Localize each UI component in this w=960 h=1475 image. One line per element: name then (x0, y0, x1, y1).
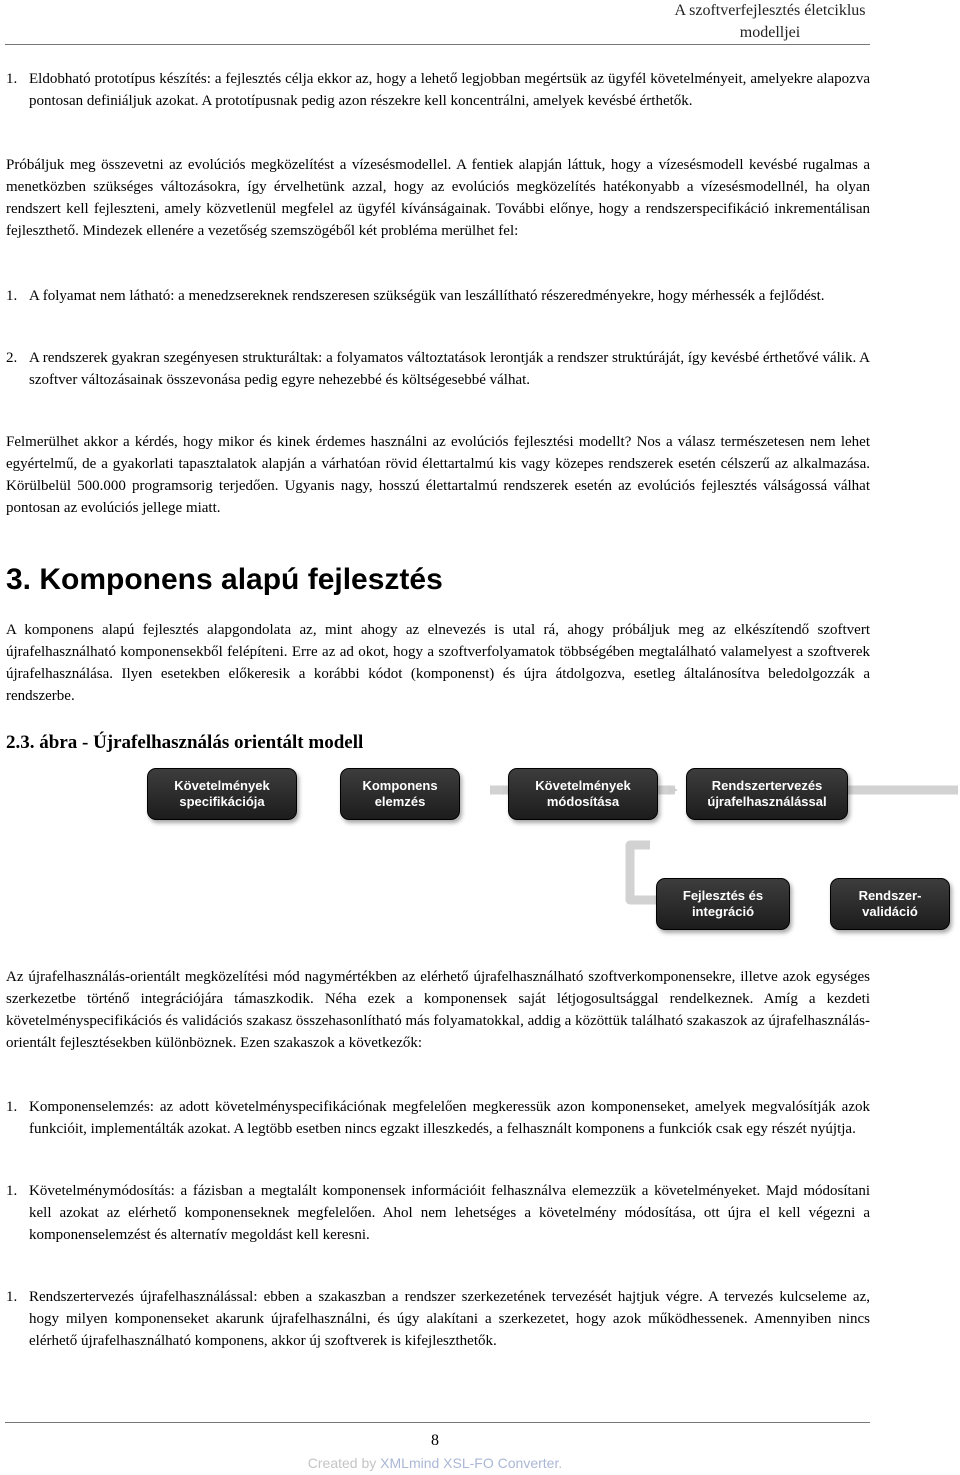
credit-prefix: Created by (307, 1455, 381, 1471)
problem-list-item (6, 285, 870, 307)
stage-box-line: Fejlesztés és (682, 888, 764, 903)
stage-box-line: validáció (862, 904, 918, 919)
component-intro-paragraph: A komponens alapú fejlesztés alapgondolata az, mint ahogy az elnevezés is utal rá, ahogy próbáljuk meg az elkészítendő szoftvert újrafelhasználható komponensekből felépíteni. Erre az ad okot, hogy a szoftverfolyamatok többségében megtalálható valamelyest a szoftverek újrafelhasználása. Ilyen esetekben előkeresik a korábbi kódot (komponenst) és újra átdolgozva, esetleg általánosítva beledolgozzák a rendszerbe. (6, 622, 870, 704)
stage-box-line: integráció (691, 904, 755, 919)
list-item-text: Komponenselemzés: az adott követelményspecifikációnak megfelelően megkeressük azon komponenseket, amelyek megvalósítják azok funkcióit, implementálták azokat. A legtöbb esetben nincs egzakt illeszkedés, a felhasznált komponens a funkciók csak egy részét nyújtja. (29, 1099, 870, 1137)
stage-box-line: Komponens (362, 778, 438, 793)
list-item-text: A rendszerek gyakran szegényesen strukturáltak: a folyamatos változtatások lerontják a rendszer struktúráját, így kevésbé érthetővé válik. A szoftver változásainak összevonása pedig egyre nehezebbé és költségesebbé válhat. (29, 350, 870, 388)
problem-list-item (6, 347, 870, 391)
stage-box-line: Követelmények (174, 778, 270, 793)
credit-brand-link[interactable]: XMLmind XSL-FO Converter (380, 1455, 559, 1471)
list-number: 1. (6, 1099, 18, 1115)
running-header (580, 0, 960, 44)
stage-list-item (6, 1180, 870, 1246)
stage-box-requirements-modification (508, 768, 658, 820)
list-number: 1. (6, 71, 18, 87)
stage-box-line: módosítása (546, 794, 620, 809)
converter-credit (0, 1455, 870, 1471)
stage-box-line: Rendszer- (858, 888, 922, 903)
reuse-approach-paragraph: Az újrafelhasználás-orientált megközelítési mód nagymértékben az elérhető újrafelhasználható szoftverkomponensekre, illetve azok egységes szerkezetbe történő integrációjára támaszkodik. Néha ezek a komponensek saját létjogosultsággal rendelkeznek. Amíg a kezdeti követelményspecifikációs és validációs szakasz összehasonlítható más folyamatokkal, addig a közöttük található szakaszok az újrafelhasználás-orientált fejlesztésekben különböznek. Ezen szakaszok a következők: (6, 969, 870, 1051)
header-title-line2: modelljei (739, 24, 801, 41)
list-item-text: Követelménymódosítás: a fázisban a megtalált komponensek információit felhasználva elemezzük a követelményeket. Majd módosítani kell azokat az elérhető komponenseknek megfelelően. Ahol nem lehetséges a követelmény módosítása, ott újra el kell végezni a komponenselemzést és alternatív megoldást kell keresni. (29, 1183, 870, 1243)
list-number: 2. (6, 350, 18, 366)
prototype-list-item (6, 68, 870, 112)
stage-box-development-integration (656, 878, 790, 930)
figure-title: 2.3. ábra - Újrafelhasználás orientált modell (6, 732, 364, 753)
comparison-paragraph: Próbáljuk meg összevetni az evolúciós megközelítést a vízesésmodellel. A fentiek alapján láttuk, hogy a vízesésmodell kevésbé rugalmas a menetközben szükséges változásokra, így érvelhetünk azzal, hogy az evolúciós megközelítés hatékonyabb a vízesésmodellnél, ha olyan rendszert kell fejleszteni, amely közvetlenül megfelel az ügyfél kívánságainak. További előnye, hogy a rendszerspecifikáció inkrementálisan fejleszthető. Mindezek ellenére a vezetőség szemszögéből két probléma merülhet fel: (6, 157, 870, 239)
list-item-text: Rendszertervezés újrafelhasználással: ebben a szakaszban a rendszer szerkezetének tervezését hajtjuk végre. A tervezés kulcseleme az, hogy milyen komponenseket akarunk újrafelhasználni, és úgy alakítani a szerkezetet, hogy azok működhessenek. Amennyiben nincs elérhető újrafelhasználható komponens, akkor új szoftverek is kifejleszthetők. (29, 1289, 870, 1349)
stage-box-line: Követelmények (535, 778, 631, 793)
stage-box-component-analysis (340, 768, 460, 820)
stage-box-system-design-reuse (686, 768, 848, 820)
list-number: 1. (6, 1289, 18, 1305)
stage-box-line: újrafelhasználással (707, 794, 827, 809)
stage-list-item (6, 1096, 870, 1140)
stage-list-item (6, 1286, 870, 1352)
stage-box-line: elemzés (374, 794, 426, 809)
usage-paragraph: Felmerülhet akkor a kérdés, hogy mikor és kinek érdemes használni az evolúciós fejlesztési modellt? Nos a válasz természetesen nem lehet egyértelmű, de a gyakorlati tapasztalatok alapján a várhatóan rövid élettartalmú kis vagy közepes rendszerek esetén célszerű az alkalmazása. Körülbelül 500.000 programsorig terjedően. Ugyanis nagy, hosszú élettartalmú rendszerek esetén az evolúciós fejlesztés válságossá válhat pontosan az evolúciós jellege miatt. (6, 434, 870, 516)
list-number: 1. (6, 1183, 18, 1199)
stage-box-requirements-spec (147, 768, 297, 820)
footer-rule (5, 1422, 870, 1423)
list-item-text: Eldobható prototípus készítés: a fejlesztés célja ekkor az, hogy a lehető legjobban megértsük az ügyfél követelményeit, amelyekre alapozva pontosan definiáljuk azokat. A prototípusnak pedig azon részekre kell koncentrálni, amelyek kevésbé érthetők. (29, 71, 870, 109)
credit-suffix: . (558, 1455, 563, 1471)
list-item-text: A folyamat nem látható: a menedzsereknek rendszeresen szükségük van leszállítható részeredményekre, hogy mérhessék a fejlődést. (29, 288, 825, 304)
page-number: 8 (431, 1432, 439, 1449)
stage-box-line: Rendszertervezés (711, 778, 823, 793)
stage-box-system-validation (830, 878, 950, 930)
stage-box-line: specifikációja (179, 794, 265, 809)
section-heading: 3. Komponens alapú fejlesztés (6, 563, 443, 596)
list-number: 1. (6, 288, 18, 304)
header-rule (5, 44, 870, 45)
header-title-line1: A szoftverfejlesztés életciklus (674, 2, 866, 19)
